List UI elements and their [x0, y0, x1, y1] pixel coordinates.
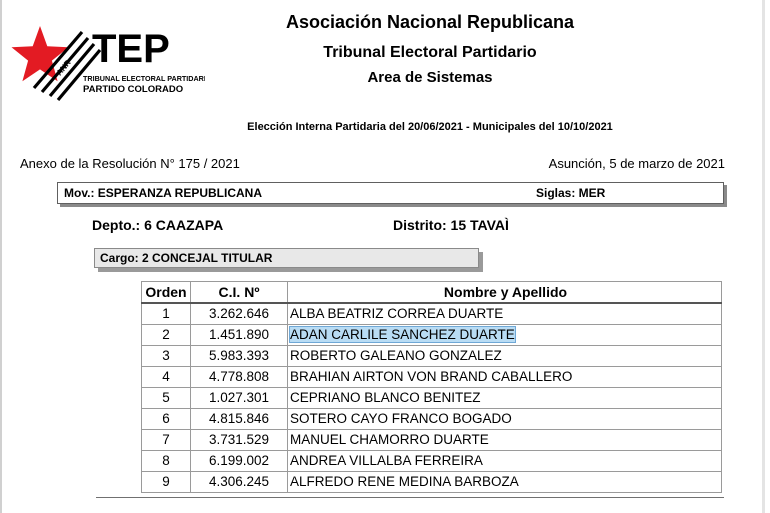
table-row: [142, 409, 722, 430]
cell-nombre-selected[interactable]: [288, 325, 722, 346]
nombre-text: SOTERO CAYO FRANCO BOGADO: [290, 411, 512, 426]
cell-orden: 5: [142, 388, 191, 409]
cell-ci: 6.199.002: [191, 451, 288, 472]
table-row: [142, 325, 722, 346]
logo-line2: PARTIDO COLORADO: [83, 84, 184, 95]
election-title: Elección Interna Partidaria del 20/06/2021 - Municipales del 10/10/2021: [247, 121, 613, 133]
nombre-text: ALFREDO RENE MEDINA BARBOZA: [290, 474, 519, 489]
table-row: [142, 430, 722, 451]
selected-text[interactable]: ADAN CARLILE SANCHEZ DUARTE: [290, 327, 515, 342]
cell-ci: 1.451.890: [191, 325, 288, 346]
cell-nombre[interactable]: [288, 346, 722, 367]
nombre-text: CEPRIANO BLANCO BENITEZ: [290, 390, 481, 405]
table-row: [142, 451, 722, 472]
cell-orden: 8: [142, 451, 191, 472]
nombre-text: ROBERTO GALEANO GONZALEZ: [290, 348, 502, 363]
anr-badge: ANR: [54, 58, 73, 78]
page-title: Asociación Nacional Republicana: [285, 12, 575, 32]
scrollbar-edge[interactable]: [762, 0, 765, 513]
cell-ci: 4.306.245: [191, 472, 288, 493]
logo-line1: TRIBUNAL ELECTORAL PARTIDARIO: [83, 74, 205, 83]
page-area: Area de Sistemas: [367, 69, 493, 86]
candidates-table: [141, 281, 722, 493]
nombre-text: MANUEL CHAMORRO DUARTE: [290, 432, 489, 447]
movement-siglas: Siglas: MER: [536, 186, 606, 200]
col-ci-header: C.I. Nº: [191, 282, 288, 304]
cell-nombre[interactable]: [288, 367, 722, 388]
cargo-label: Cargo: 2 CONCEJAL TITULAR: [100, 251, 273, 265]
department: Depto.: 6 CAAZAPA: [92, 217, 224, 233]
cell-nombre[interactable]: [288, 472, 722, 493]
table-row: [142, 367, 722, 388]
table-row: [142, 388, 722, 409]
cell-ci: 1.027.301: [191, 388, 288, 409]
tep-acronym: TEP: [92, 27, 170, 71]
cell-orden: 6: [142, 409, 191, 430]
page-edge-left: [0, 0, 2, 513]
nombre-text: ANDREA VILLALBA FERREIRA: [290, 453, 483, 468]
cell-nombre[interactable]: [288, 430, 722, 451]
logo-graphic: [10, 26, 205, 102]
page-subtitle: Tribunal Electoral Partidario: [323, 44, 537, 61]
col-orden-header: Orden: [142, 282, 191, 304]
place-date: Asunción, 5 de marzo de 2021: [548, 156, 725, 171]
tep-logo: [10, 26, 205, 102]
bottom-divider: [96, 497, 724, 498]
cell-nombre[interactable]: [288, 451, 722, 472]
col-nombre-header: Nombre y Apellido: [288, 282, 722, 304]
cell-orden: 4: [142, 367, 191, 388]
cell-ci: 3.262.646: [191, 303, 288, 325]
cell-ci: 4.778.808: [191, 367, 288, 388]
cell-nombre[interactable]: [288, 409, 722, 430]
cell-orden: 7: [142, 430, 191, 451]
cell-orden: 3: [142, 346, 191, 367]
table-row: [142, 303, 722, 325]
nombre-text: ALBA BEATRIZ CORREA DUARTE: [290, 306, 504, 321]
cell-ci: 5.983.393: [191, 346, 288, 367]
cell-orden: 9: [142, 472, 191, 493]
cargo-box: [94, 248, 479, 268]
cell-orden: 2: [142, 325, 191, 346]
movement-box: [57, 182, 724, 204]
movement-name: Mov.: ESPERANZA REPUBLICANA: [64, 186, 263, 200]
cell-orden: 1: [142, 303, 191, 325]
cell-ci: 4.815.846: [191, 409, 288, 430]
district: Distrito: 15 TAVAÌ: [393, 217, 509, 233]
cell-nombre[interactable]: [288, 388, 722, 409]
cell-nombre[interactable]: [288, 303, 722, 325]
nombre-text: BRAHIAN AIRTON VON BRAND CABALLERO: [290, 369, 573, 384]
table-row: [142, 346, 722, 367]
cell-ci: 3.731.529: [191, 430, 288, 451]
table-row: [142, 472, 722, 493]
table-header-row: [142, 282, 722, 304]
resolution-annex: Anexo de la Resolución N° 175 / 2021: [20, 156, 240, 171]
